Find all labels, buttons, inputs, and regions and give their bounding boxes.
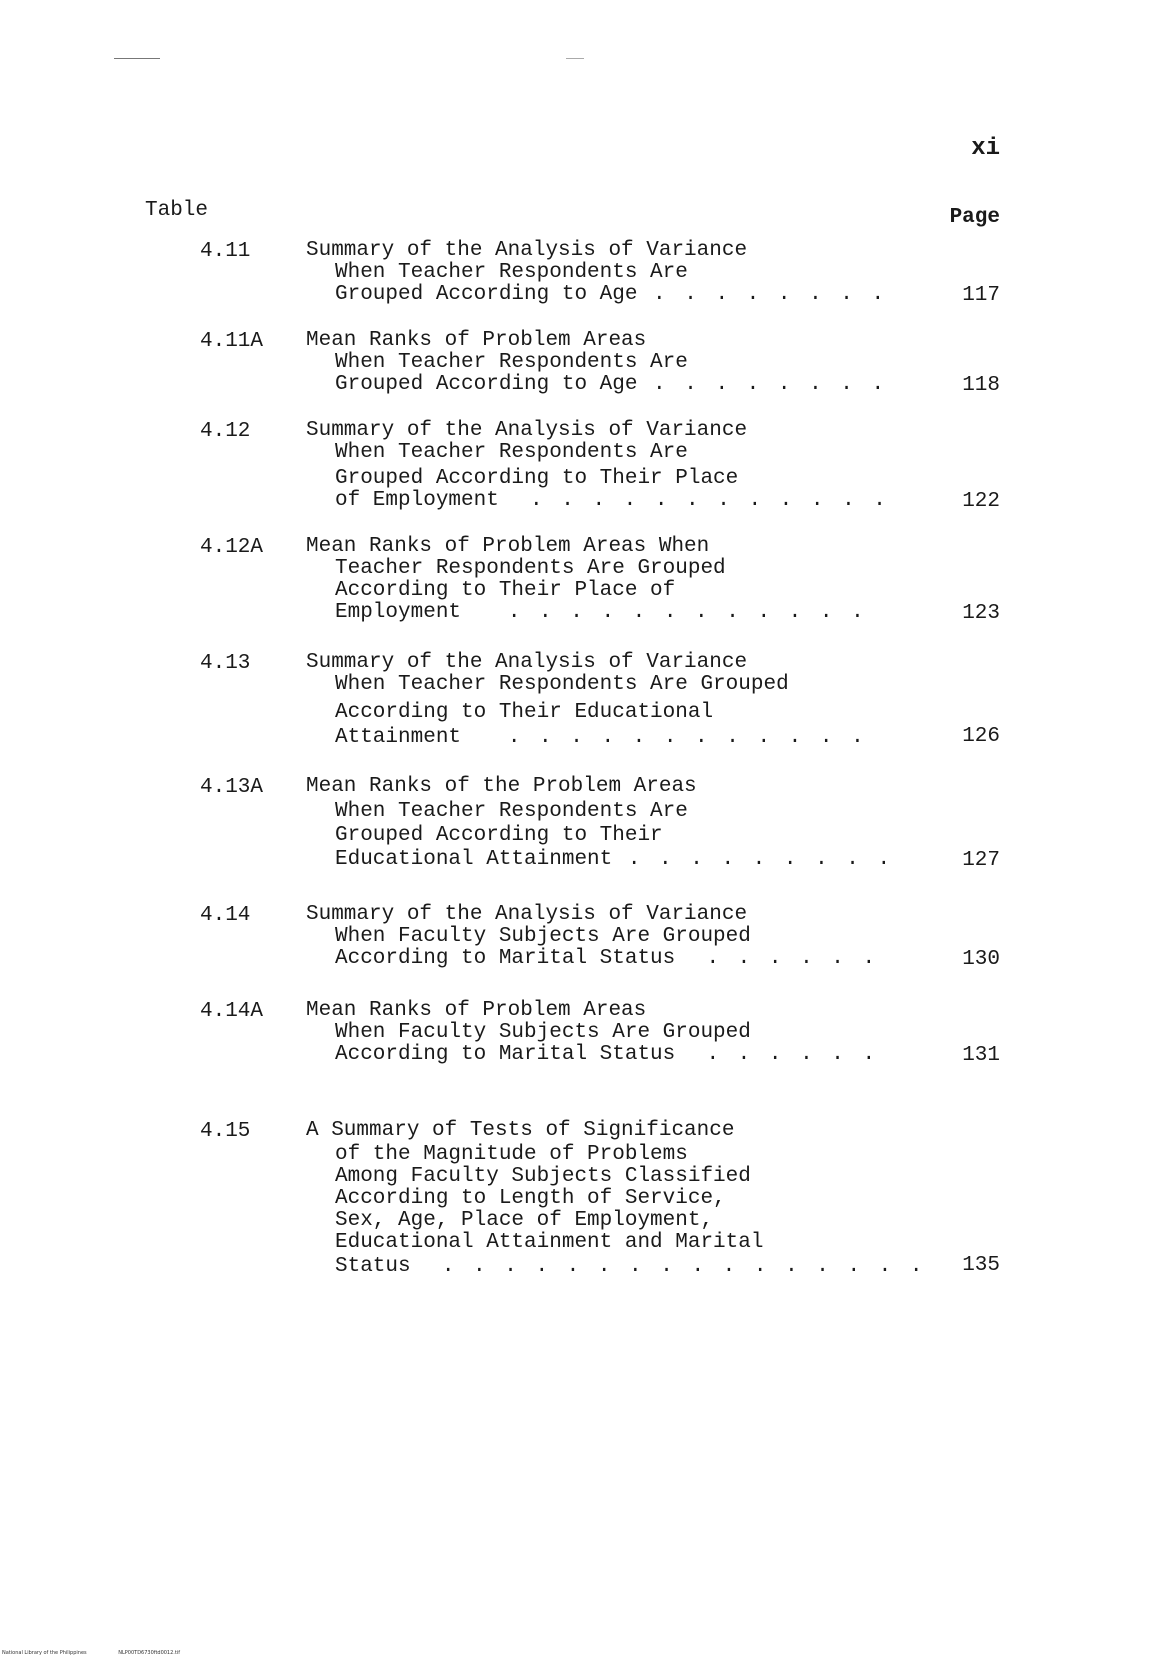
dot-leader: . . . . . . . . . . . . [461,601,867,624]
table-title: Mean Ranks of Problem Areas When Faculty Subjects Are Grouped According to Marital Status . . . . . . [306,999,879,1066]
table-title: Mean Ranks of Problem Areas When Teacher Respondents Are Grouped According to Age . . . . . . . . [306,329,888,396]
dot-leader: . . . . . . . . . . . . . . . . [410,1255,926,1278]
footer-library: National Library of the Philippines [2,1650,87,1656]
table-title: Mean Ranks of Problem Areas When Teacher Respondents Are Grouped According to Their Place of Employment . . . . . . . . . . . . [306,535,867,624]
table-number: 4.11A [200,330,264,353]
page-ref: 130 [962,948,1000,971]
scan-mark-left [114,58,160,59]
table-number: 4.15 [200,1120,251,1143]
page-ref: 127 [962,849,1000,872]
page-ref: 123 [962,602,1000,625]
dot-leader: . . . . . . . . . . . . [461,726,867,749]
table-number: 4.12A [200,536,264,559]
page-ref: 126 [962,725,1000,748]
dot-leader: . . . . . . . . [637,283,888,306]
table-number: 4.13 [200,652,251,675]
dot-leader: . . . . . . . . [637,373,888,396]
table-title: Mean Ranks of the Problem Areas When Teacher Respondents Are Grouped According to Their Educational Attainment . . . . . . . . . [306,775,894,871]
dot-leader: . . . . . . [675,1043,879,1066]
table-column-header: Table [145,199,209,222]
dot-leader: . . . . . . . . . [612,848,894,871]
table-title: Summary of the Analysis of Variance When Faculty Subjects Are Grouped According to Marital Status . . . . . . [306,903,879,970]
dot-leader: . . . . . . . . . . . . [498,489,889,512]
scan-mark-center [566,58,584,59]
table-title: Summary of the Analysis of Variance When Teacher Respondents Are Grouped According to Their Place of Employment . . . . . . . . . . . . [306,419,889,512]
page-number: xi [971,135,1000,162]
page-column-header: Page [949,206,1000,229]
footer-file: NLP00TD6730ftd0012.tif [118,1650,180,1656]
table-number: 4.11 [200,240,251,263]
page-ref: 135 [962,1254,1000,1277]
page-ref: 118 [962,374,1000,397]
page-ref: 122 [962,490,1000,513]
table-number: 4.12 [200,420,251,443]
table-title: Summary of the Analysis of Variance When Teacher Respondents Are Grouped According to Their Educational Attainment . . . . . . . . . . . . [306,651,867,749]
table-number: 4.14 [200,904,251,927]
table-title: Summary of the Analysis of Variance When Teacher Respondents Are Grouped According to Age . . . . . . . . [306,239,888,306]
dot-leader: . . . . . . [675,947,879,970]
table-title: A Summary of Tests of Significance of the Magnitude of Problems Among Faculty Subjects Classified According to Length of Service, Sex, Age, Place of Employment, Educational Attainment and Marital Status . . . . . . . . . . . . . . . . [306,1119,926,1278]
page-ref: 117 [962,284,1000,307]
table-number: 4.14A [200,1000,264,1023]
page-ref: 131 [962,1044,1000,1067]
scan-footer [2,1650,210,1656]
table-number: 4.13A [200,776,264,799]
